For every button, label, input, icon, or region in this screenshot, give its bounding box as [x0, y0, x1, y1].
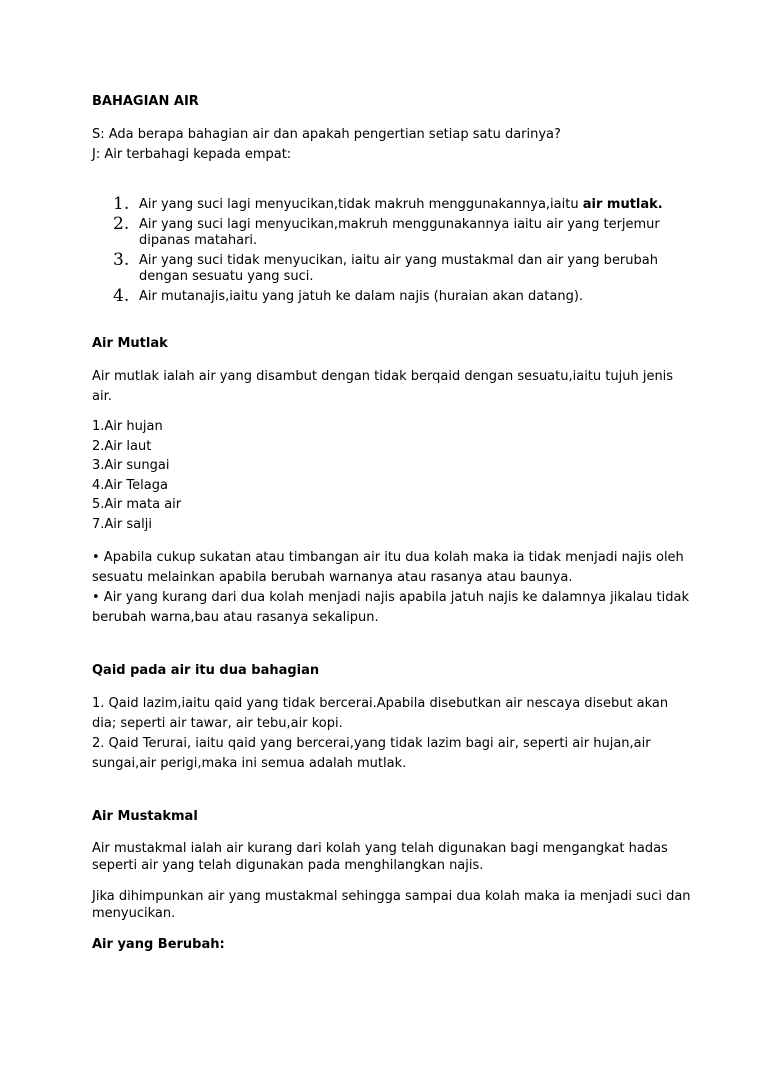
- list-item-text: Air mutanajis,iaitu yang jatuh ke dalam najis (huraian akan datang).: [139, 289, 584, 304]
- list-number: 2.: [113, 214, 130, 234]
- list-number: 3.: [113, 250, 130, 270]
- list-item-text: Air yang suci tidak menyucikan, iaitu air yang mustakmal dan air yang berubah dengan sesuatu yang suci.: [139, 253, 658, 284]
- mutlak-types-list: [92, 417, 692, 534]
- qaid-item: 2. Qaid Terurai, iaitu qaid yang bercerai,yang tidak lazim bagi air, seperti air hujan,air sungai,air perigi,maka ini semua adalah mutlak.: [92, 736, 651, 771]
- list-item: 7.Air salji: [92, 516, 152, 532]
- mustakmal-paragraph: Air mustakmal ialah air kurang dari kolah yang telah digunakan bagi mengangkat hadas seperti air yang telah digunakan pada menghilangkan najis.: [92, 841, 668, 873]
- qaid-item: 1. Qaid lazim,iaitu qaid yang tidak bercerai.Apabila disebutkan air nescaya disebut akan dia; seperti air tawar, air tebu,air kopi.: [92, 696, 669, 731]
- section-title-mutlak: Air Mutlak: [92, 336, 168, 351]
- list-item-text: Air yang suci lagi menyucikan,makruh menggunakannya iaitu air yang terjemur dipanas matahari.: [139, 217, 660, 248]
- list-number: 4.: [113, 286, 130, 306]
- section-title-mustakmal: Air Mustakmal: [92, 809, 198, 824]
- water-types-list: [92, 194, 692, 306]
- answer-text: J: Air terbahagi kepada empat:: [92, 147, 292, 162]
- document-page: [92, 93, 692, 954]
- mutlak-definition: Air mutlak ialah air yang disambut dengan tidak berqaid dengan sesuatu,iaitu tujuh jenis air.: [92, 369, 674, 404]
- section-title-qaid: Qaid pada air itu dua bahagian: [92, 663, 320, 678]
- bullet-paragraph: • Air yang kurang dari dua kolah menjadi najis apabila jatuh najis ke dalamnya jikalau tidak berubah warna,bau atau rasanya sekalipun.: [92, 590, 690, 625]
- list-item: [92, 214, 692, 249]
- list-number: 1.: [113, 194, 130, 214]
- list-item: [92, 194, 692, 214]
- list-item: [92, 286, 692, 306]
- list-item: 3.Air sungai: [92, 458, 170, 473]
- bullet-paragraph: • Apabila cukup sukatan atau timbangan air itu dua kolah maka ia tidak menjadi najis oleh sesuatu melainkan apabila berubah warnanya atau rasanya atau baunya.: [92, 550, 684, 585]
- section-title-berubah: Air yang Berubah:: [92, 937, 225, 952]
- list-item: 4.Air Telaga: [92, 477, 168, 493]
- list-item-bold: air mutlak.: [582, 197, 663, 212]
- list-item: 1.Air hujan: [92, 419, 163, 434]
- list-item: [92, 250, 692, 285]
- mustakmal-paragraph: Jika dihimpunkan air yang mustakmal sehingga sampai dua kolah maka ia menjadi suci dan menyucikan.: [92, 889, 691, 921]
- question-text: S: Ada berapa bahagian air dan apakah pengertian setiap satu darinya?: [92, 127, 561, 142]
- list-item-text: Air yang suci lagi menyucikan,tidak makruh menggunakannya,iaitu: [139, 197, 583, 212]
- list-item: 5.Air mata air: [92, 497, 182, 512]
- list-item: 2.Air laut: [92, 438, 152, 454]
- main-heading: BAHAGIAN AIR: [92, 94, 199, 109]
